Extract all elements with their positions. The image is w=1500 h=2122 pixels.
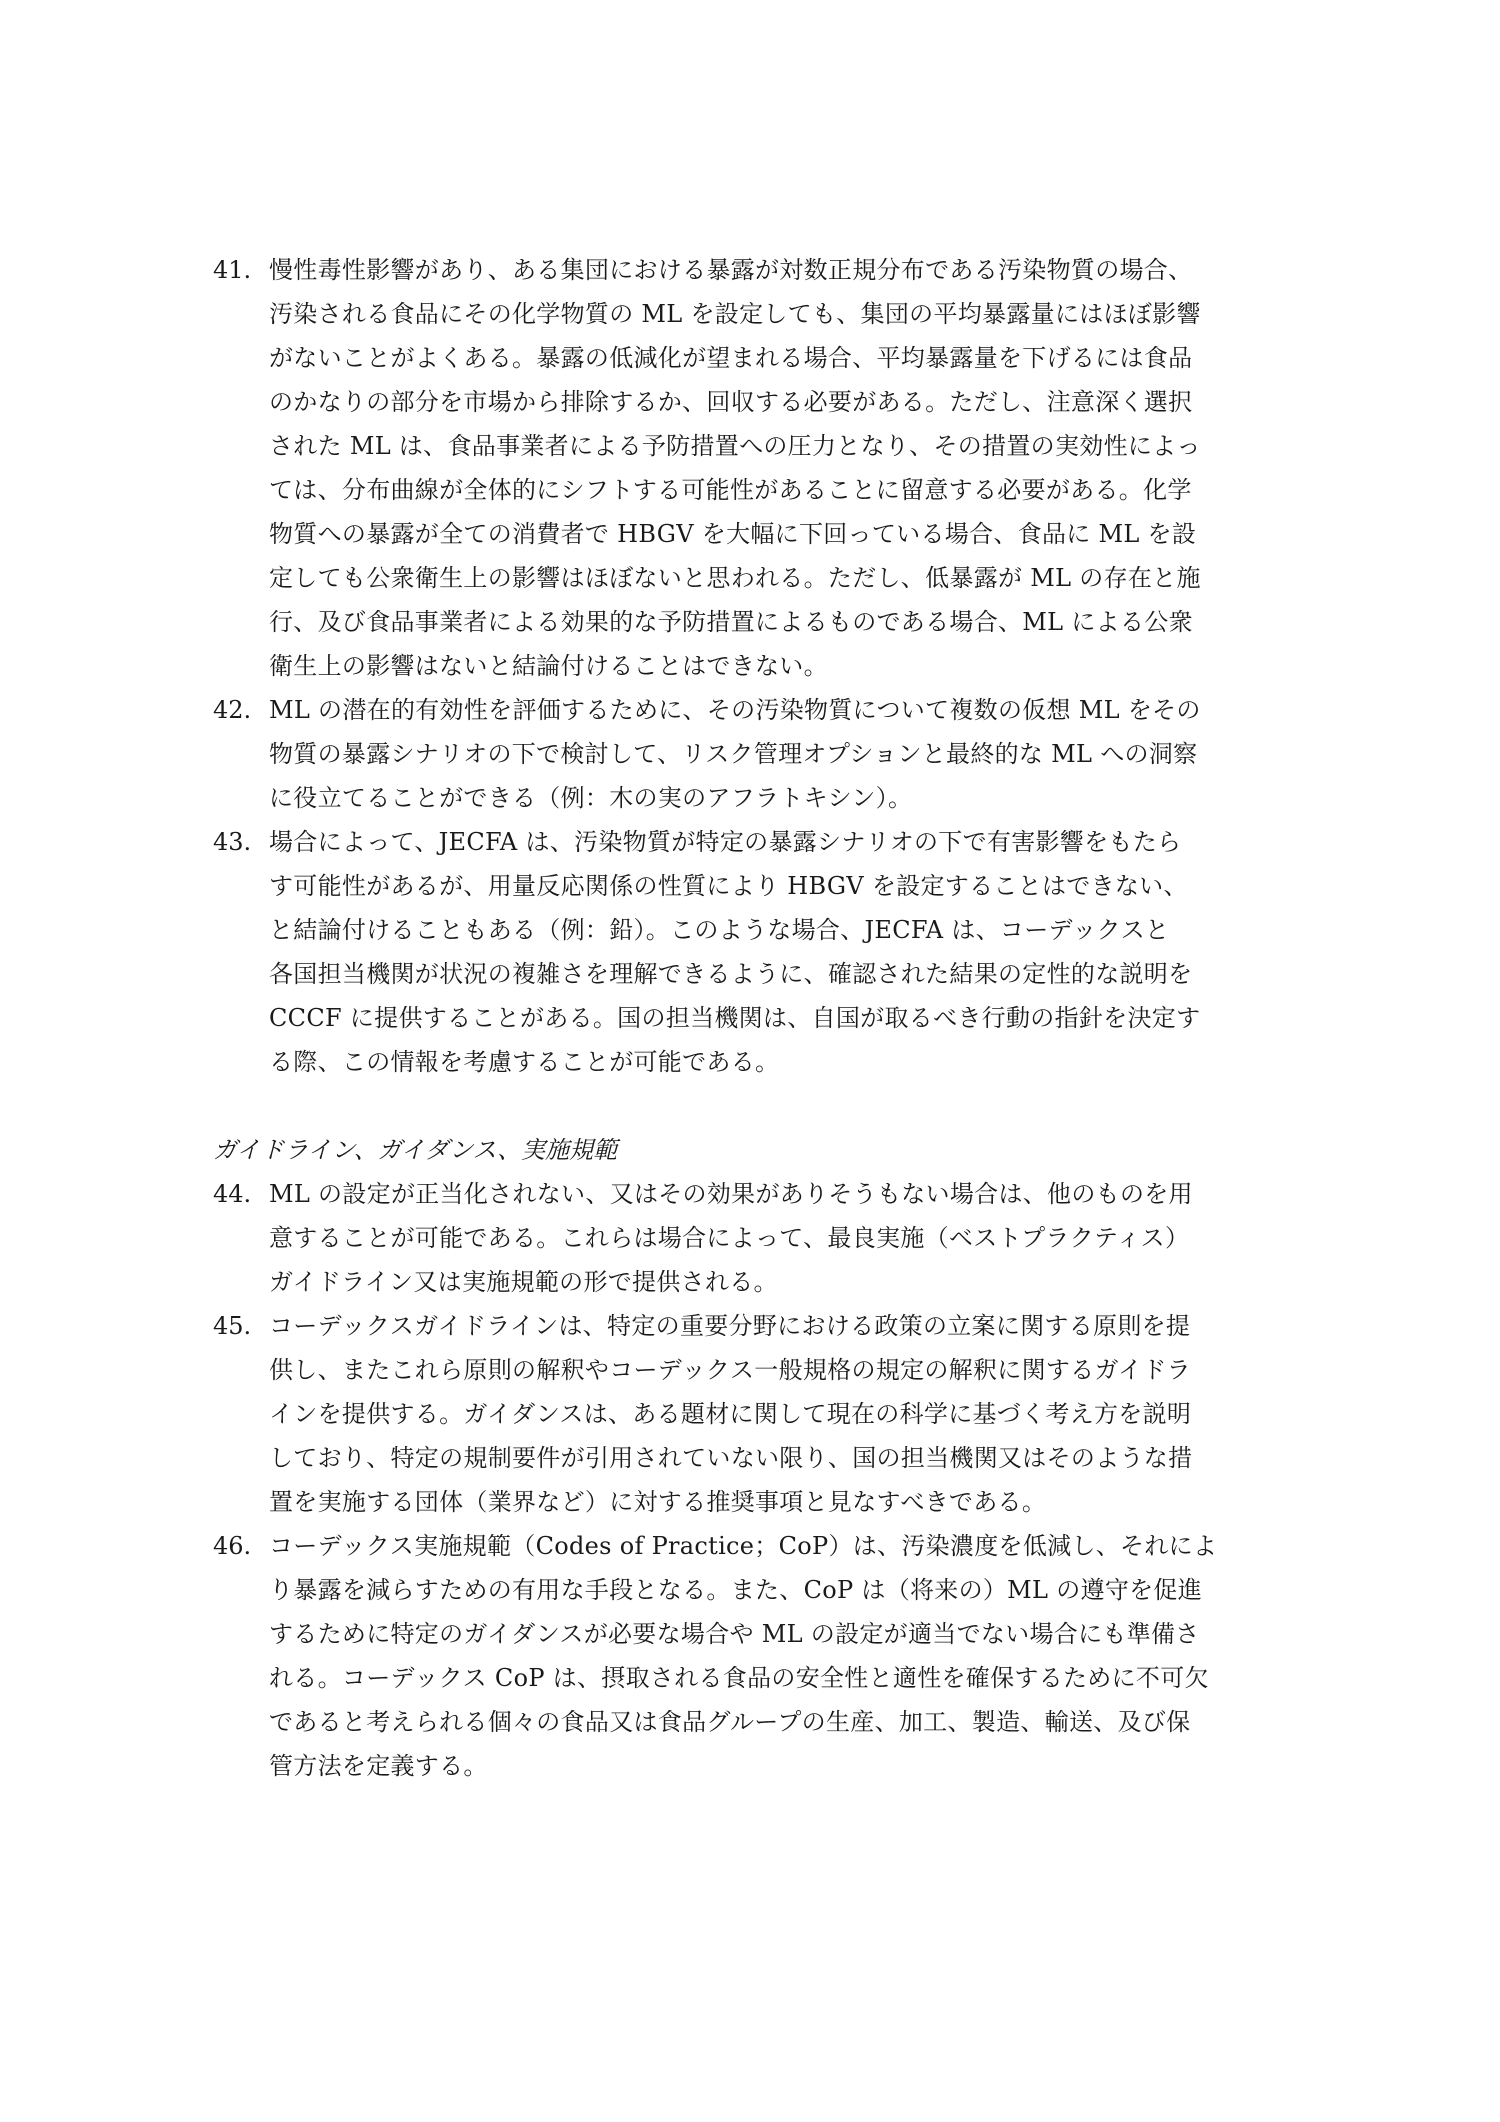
paragraph-line: 各国担当機関が状況の複雑さを理解できるように、確認された結果の定性的な説明を [269,960,1193,988]
paragraph-line: がないことがよくある。暴露の低減化が望まれる場合、平均暴露量を下げるには食品 [269,344,1193,372]
paragraph-group-a [213,248,1293,1084]
paragraph-line: る際、この情報を考慮することが可能である。 [269,1048,780,1076]
paragraph-line: コーデックス実施規範（Codes of Practice；CoP）は、汚染濃度を低減し、それによ [269,1532,1218,1560]
paragraph-line: ML の潜在的有効性を評価するために、その汚染物質について複数の仮想 ML をその [269,696,1201,724]
paragraph-line: れる。コーデックス CoP は、摂取される食品の安全性と適性を確保するために不可欠 [269,1664,1209,1692]
paragraph-line: 供し、またこれら原則の解釈やコーデックス一般規格の規定の解釈に関するガイドラ [269,1356,1191,1384]
paragraph-line: するために特定のガイダンスが必要な場合や ML の設定が適当でない場合にも準備さ [269,1620,1200,1648]
paragraph-line: 定しても公衆衛生上の影響はほぼないと思われる。ただし、低暴露が ML の存在と施 [269,564,1201,592]
paragraph-line: ガイドライン又は実施規範の形で提供される。 [269,1268,778,1296]
paragraph-line: CCCF に提供することがある。国の担当機関は、自国が取るべき行動の指針を決定す [269,1004,1201,1032]
numbered-paragraph [213,248,1293,688]
section-heading: ガイドライン、ガイダンス、実施規範 [213,1136,618,1164]
paragraph-line: のかなりの部分を市場から排除するか、回収する必要がある。ただし、注意深く選択 [269,388,1193,416]
paragraph-line: 管方法を定義する。 [269,1752,488,1780]
paragraph-line: 置を実施する団体（業界など）に対する推奨事項と見なすべきである。 [269,1488,1047,1516]
paragraph-line: しており、特定の規制要件が引用されていない限り、国の担当機関又はそのような措 [269,1444,1193,1472]
numbered-paragraph [213,820,1293,1084]
paragraph-line: 場合によって、JECFA は、汚染物質が特定の暴露シナリオの下で有害影響をもたら [269,828,1182,856]
numbered-paragraph [213,1304,1293,1524]
paragraph-line: 衛生上の影響はないと結論付けることはできない。 [269,652,828,680]
paragraph-line: と結論付けることもある（例：鉛）。このような場合、JECFA は、コーデックスと [269,916,1170,944]
paragraph-line: り暴露を減らすための有用な手段となる。また、CoP は（将来の）ML の遵守を促進 [269,1576,1203,1604]
paragraph-line: ては、分布曲線が全体的にシフトする可能性があることに留意する必要がある。化学 [269,476,1192,504]
paragraph-number: 41. [213,256,252,284]
paragraph-number: 43. [213,828,252,856]
paragraph-line: す可能性があるが、用量反応関係の性質により HBGV を設定することはできない、 [269,872,1188,900]
numbered-paragraph [213,1172,1293,1304]
paragraph-number: 45. [213,1312,252,1340]
paragraph-line: された ML は、食品事業者による予防措置への圧力となり、その措置の実効性によっ [269,432,1201,460]
paragraph-line: インを提供する。ガイダンスは、ある題材に関して現在の科学に基づく考え方を説明 [269,1400,1192,1428]
paragraph-line: ML の設定が正当化されない、又はその効果がありそうもない場合は、他のものを用 [269,1180,1193,1208]
paragraph-line: 汚染される食品にその化学物質の ML を設定しても、集団の平均暴露量にはほぼ影響 [269,300,1201,328]
paragraph-line: 物質への暴露が全ての消費者で HBGV を大幅に下回っている場合、食品に ML を設 [269,520,1197,548]
paragraph-line: 意することが可能である。これらは場合によって、最良実施（ベストプラクティス） [269,1224,1190,1252]
numbered-paragraph [213,1524,1293,1788]
paragraph-number: 42. [213,696,252,724]
paragraph-line: 行、及び食品事業者による効果的な予防措置によるものである場合、ML による公衆 [269,608,1193,636]
paragraph-line: に役立てることができる（例：木の実のアフラトキシン）。 [269,784,913,812]
numbered-paragraph [213,688,1293,820]
page-content [213,248,1293,1788]
paragraph-line: であると考えられる個々の食品又は食品グループの生産、加工、製造、輸送、及び保 [269,1708,1191,1736]
paragraph-number: 44. [213,1180,252,1208]
paragraph-line: 慢性毒性影響があり、ある集団における暴露が対数正規分布である汚染物質の場合、 [269,256,1193,284]
paragraph-line: コーデックスガイドラインは、特定の重要分野における政策の立案に関する原則を提 [269,1312,1191,1340]
paragraph-line: 物質の暴露シナリオの下で検討して、リスク管理オプションと最終的な ML への洞察 [269,740,1198,768]
paragraph-number: 46. [213,1532,252,1560]
paragraph-group-b [213,1172,1293,1788]
